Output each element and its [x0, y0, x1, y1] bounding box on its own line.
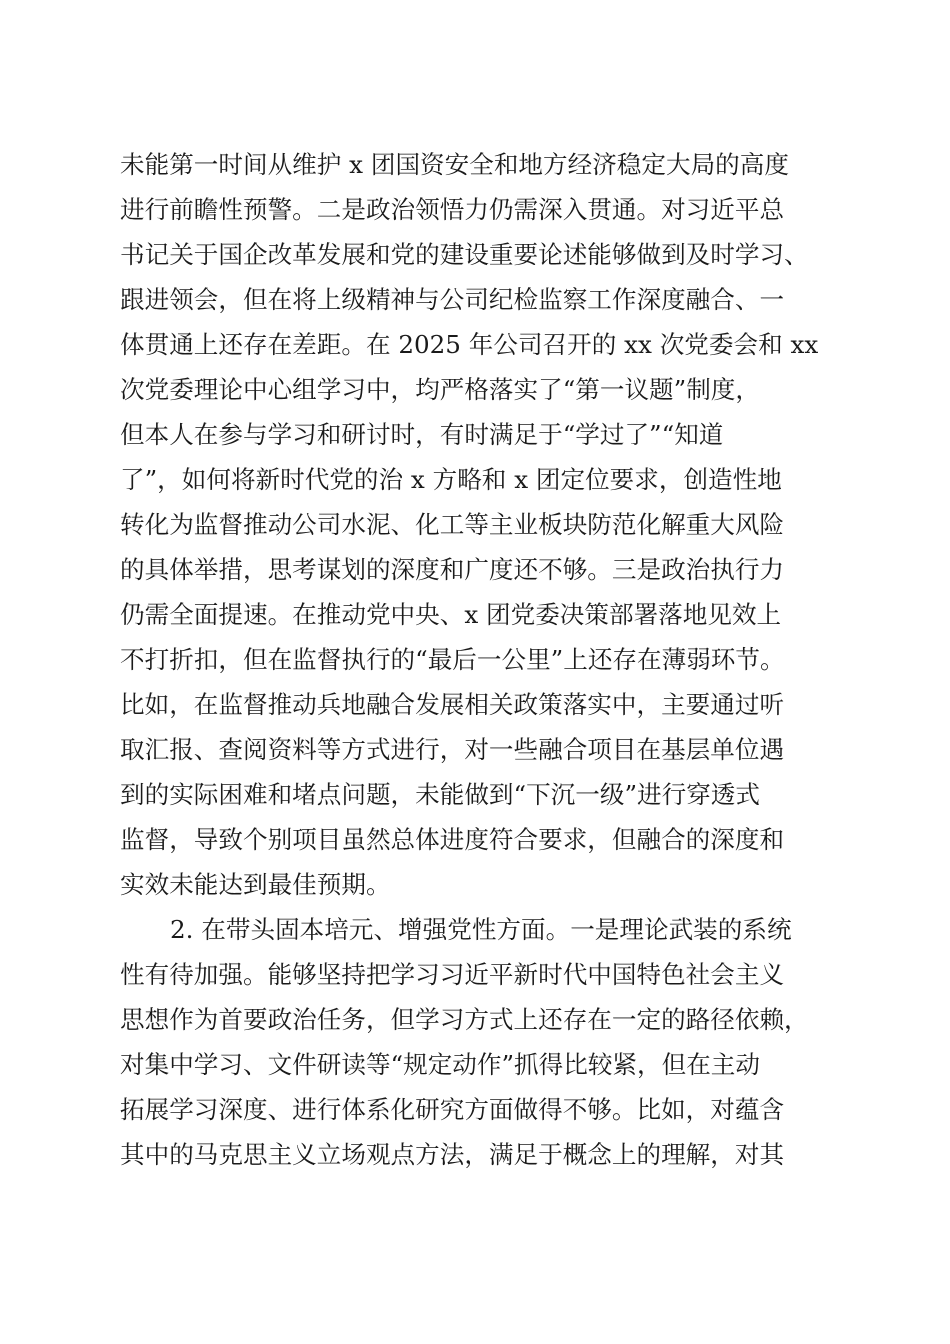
text-line: 了”，如何将新时代党的治 x 方略和 x 团定位要求，创造性地: [120, 465, 782, 494]
text-line: 次党委理论中心组学习中，均严格落实了“第一议题”制度，: [120, 375, 760, 404]
text-line: 其中的马克思主义立场观点方法，满足于概念上的理解，对其: [120, 1140, 785, 1169]
text-line: 不打折扣，但在监督执行的“最后一公里”上还存在薄弱环节。: [120, 645, 785, 674]
section-heading-line: 2. 在带头固本培元、增强党性方面。一是理论武装的系统: [170, 915, 792, 944]
text-line: 监督，导致个别项目虽然总体进度符合要求，但融合的深度和: [120, 825, 785, 854]
text-line: 但本人在参与学习和研讨时，有时满足于“学过了”“知道: [120, 420, 724, 449]
text-line: 转化为监督推动公司水泥、化工等主业板块防范化解重大风险: [120, 510, 785, 539]
document-body: [120, 142, 840, 1177]
text-line: 仍需全面提速。在推动党中央、x 团党委决策部署落地见效上: [120, 600, 782, 629]
text-line: 体贯通上还存在差距。在 2025 年公司召开的 xx 次党委会和 xx: [120, 330, 819, 359]
text-line: 的具体举措，思考谋划的深度和广度还不够。三是政治执行力: [120, 555, 785, 584]
text-line: 性有待加强。能够坚持把学习习近平新时代中国特色社会主义: [120, 960, 785, 989]
text-line: 未能第一时间从维护 x 团国资安全和地方经济稳定大局的高度: [120, 150, 789, 179]
text-line: 跟进领会，但在将上级精神与公司纪检监察工作深度融合、一: [120, 285, 785, 314]
text-line: 对集中学习、文件研读等“规定动作”抓得比较紧，但在主动: [120, 1050, 760, 1079]
text-line: 进行前瞻性预警。二是政治领悟力仍需深入贯通。对习近平总: [120, 195, 785, 224]
text-line: 书记关于国企改革发展和党的建设重要论述能够做到及时学习、: [120, 240, 809, 269]
text-line: 拓展学习深度、进行体系化研究方面做得不够。比如，对蕴含: [120, 1095, 785, 1124]
text-line: 取汇报、查阅资料等方式进行，对一些融合项目在基层单位遇: [120, 735, 785, 764]
text-line: 比如，在监督推动兵地融合发展相关政策落实中，主要通过听: [120, 690, 785, 719]
text-line: 思想作为首要政治任务，但学习方式上还存在一定的路径依赖，: [120, 1005, 809, 1034]
text-line: 到的实际困难和堵点问题，未能做到“下沉一级”进行穿透式: [120, 780, 760, 809]
text-line: 实效未能达到最佳预期。: [120, 870, 391, 899]
